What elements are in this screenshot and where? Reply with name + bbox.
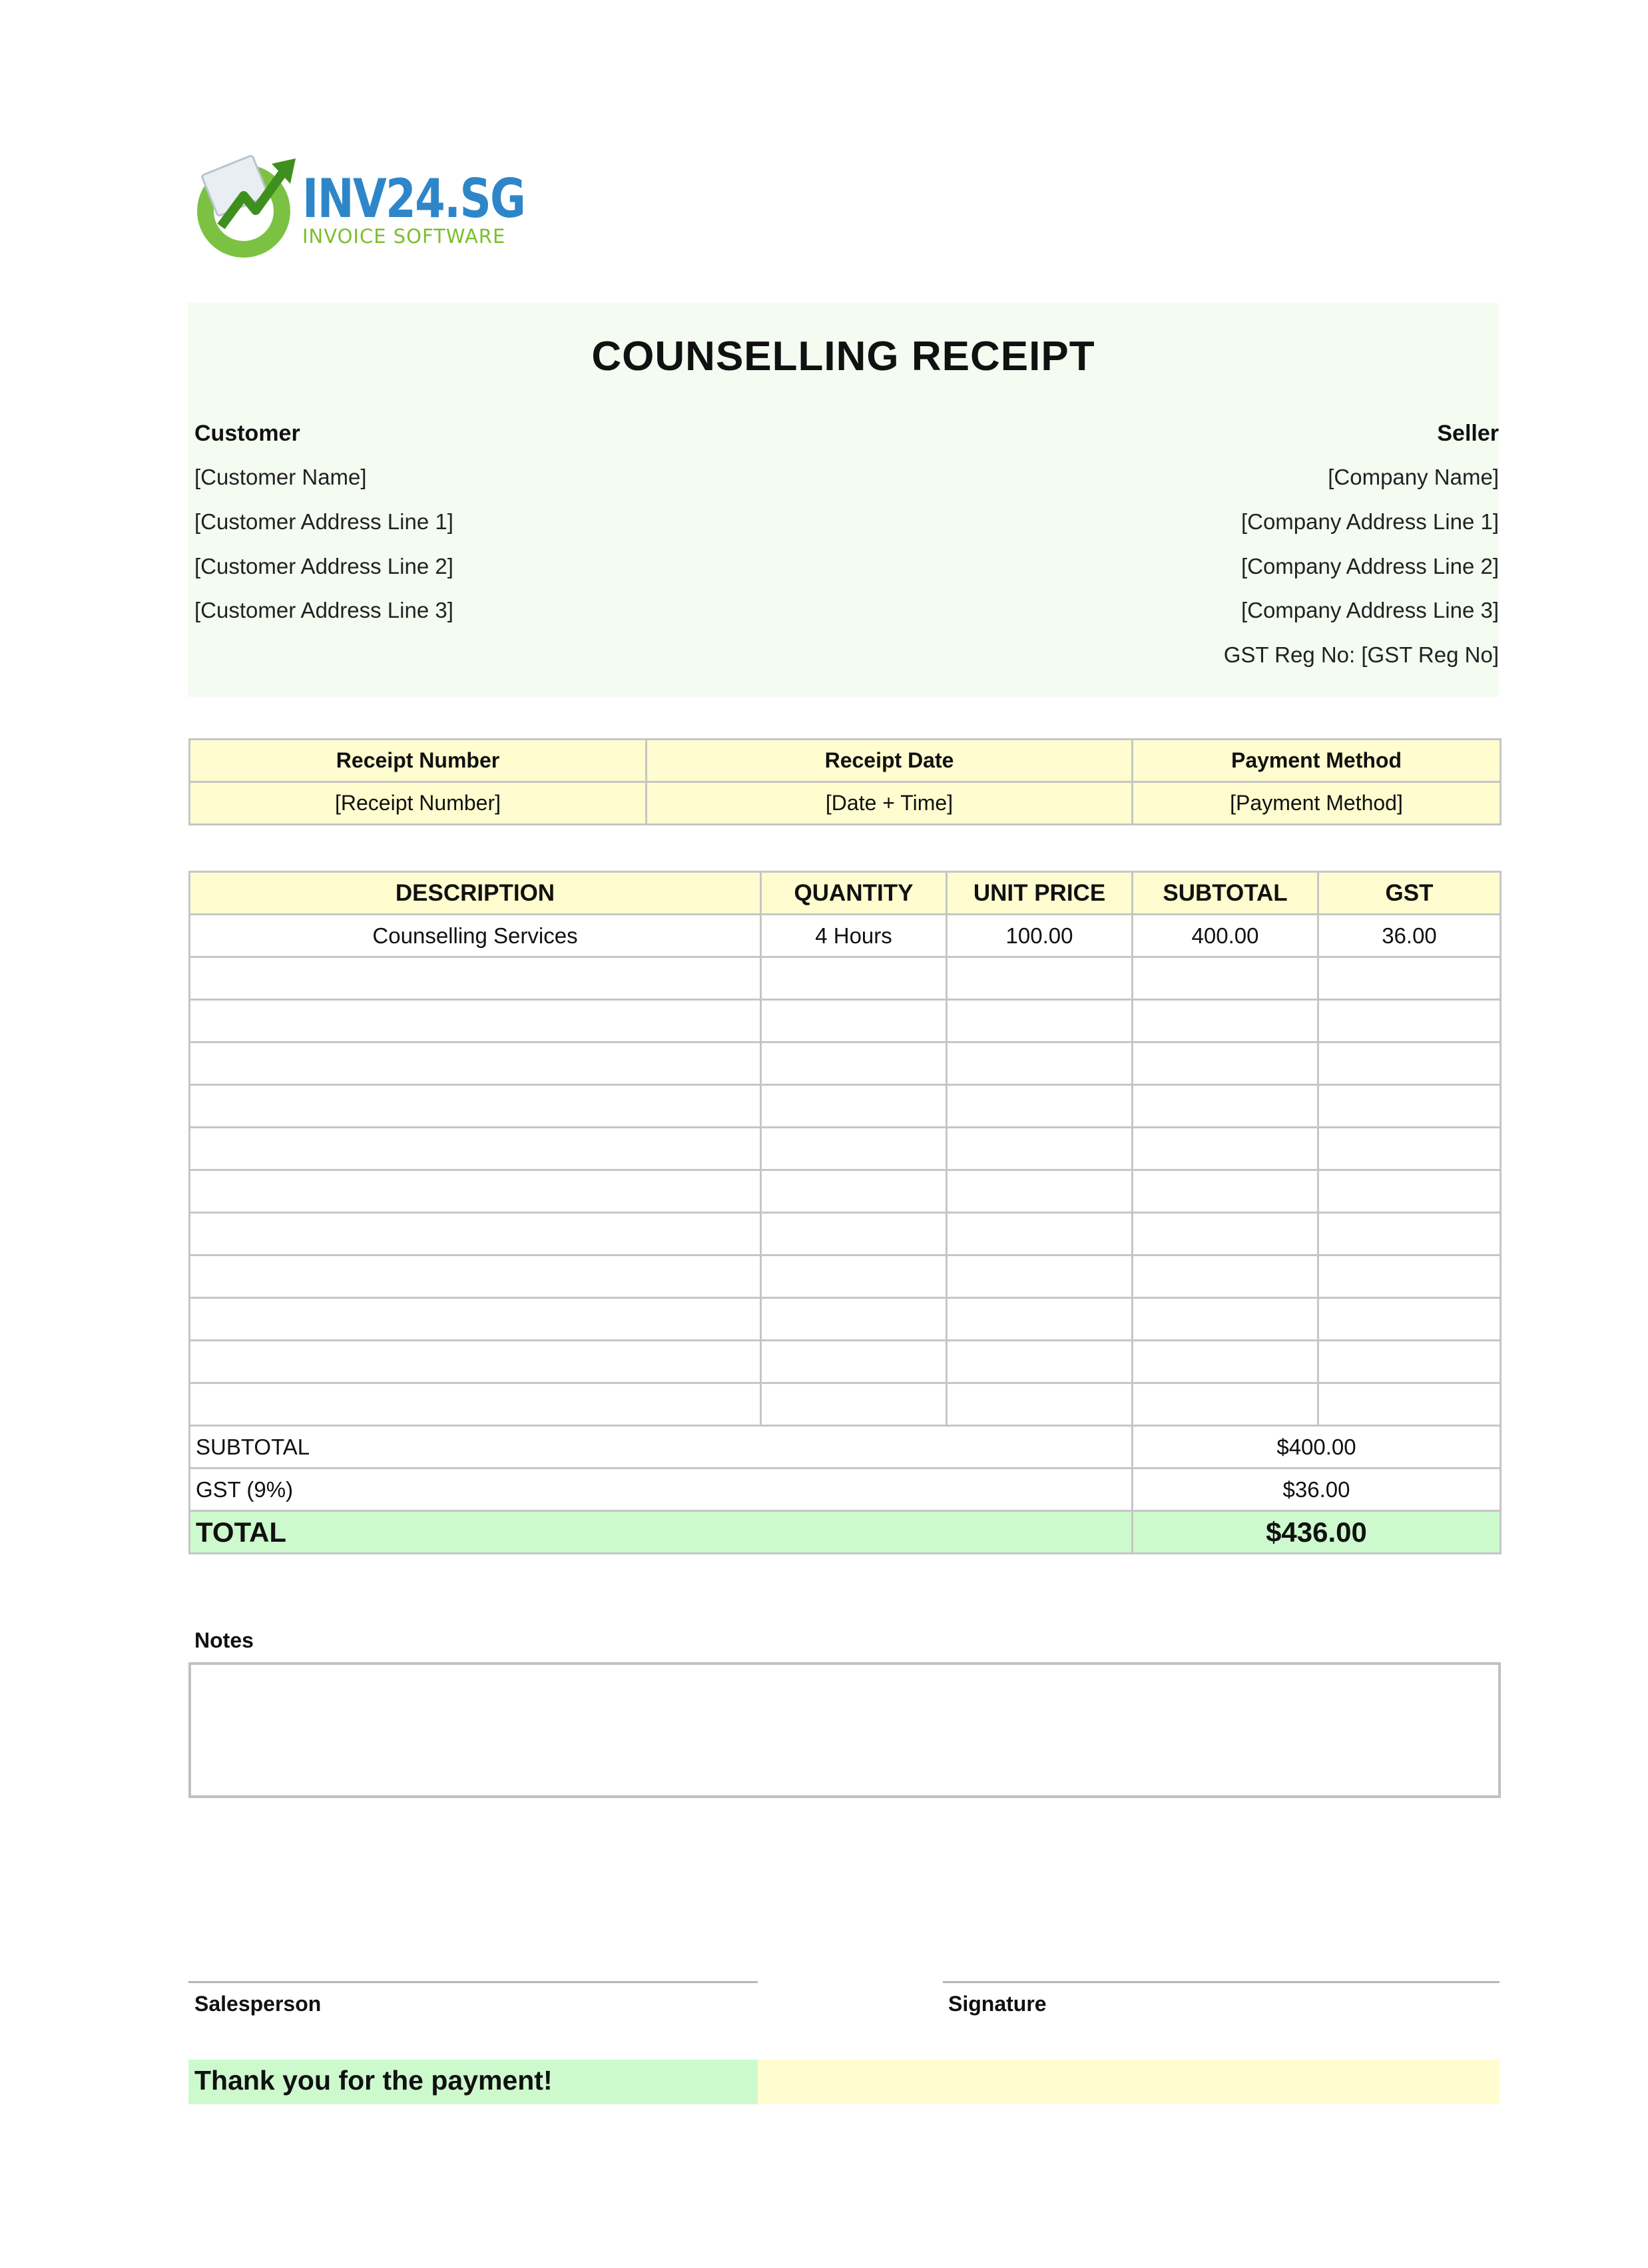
unit-price-cell: [947, 1298, 1133, 1341]
description-header: DESCRIPTION: [190, 872, 761, 915]
items-table: [188, 871, 1502, 1554]
quantity-cell: [761, 1383, 947, 1426]
unit-price-cell: [947, 1042, 1133, 1085]
description-cell: [190, 1383, 761, 1426]
total-row: [190, 1511, 1501, 1554]
gst-cell: [1318, 1170, 1501, 1213]
gst-cell: [1318, 1255, 1501, 1298]
item-row: [190, 1085, 1501, 1128]
subtotal-cell: [1133, 1085, 1318, 1128]
total-value: $436.00: [1133, 1511, 1501, 1554]
thank-you-message: Thank you for the payment!: [194, 2065, 553, 2096]
seller-address-line-1: [Company Address Line 1]: [1240, 509, 1499, 534]
salesperson-line: [188, 1981, 758, 1983]
subtotal-row: [190, 1426, 1501, 1469]
subtotal-label: SUBTOTAL: [190, 1426, 1133, 1469]
description-cell: [190, 1128, 761, 1170]
salesperson-label: Salesperson: [194, 1992, 322, 2016]
unit-price-cell: [947, 1085, 1133, 1128]
item-row: [190, 957, 1501, 1000]
description-cell: [190, 957, 761, 1000]
customer-name: [Customer Name]: [194, 465, 367, 489]
seller-address-line-3: [Company Address Line 3]: [1240, 598, 1499, 622]
quantity-cell: [761, 1170, 947, 1213]
quantity-cell: [761, 1255, 947, 1298]
company-logo: [192, 154, 525, 261]
receipt-number-header: Receipt Number: [190, 740, 647, 782]
gst-cell: 36.00: [1318, 915, 1501, 957]
signature-label: Signature: [948, 1992, 1047, 2016]
items-header-row: [190, 872, 1501, 915]
unit-price-cell: [947, 1383, 1133, 1426]
gst-cell: [1318, 1085, 1501, 1128]
receipt-info-value-row: [190, 782, 1501, 825]
gst-cell: [1318, 1298, 1501, 1341]
gst-label: GST (9%): [190, 1469, 1133, 1511]
subtotal-cell: [1133, 1128, 1318, 1170]
gst-header: GST: [1318, 872, 1501, 915]
unit-price-cell: [947, 1128, 1133, 1170]
description-cell: [190, 1341, 761, 1383]
customer-address-line-1: [Customer Address Line 1]: [194, 509, 453, 534]
receipt-date-header: Receipt Date: [647, 740, 1133, 782]
subtotal-cell: [1133, 1255, 1318, 1298]
signature-line: [943, 1981, 1500, 1983]
description-cell: Counselling Services: [190, 915, 761, 957]
gst-cell: [1318, 1128, 1501, 1170]
gst-row: [190, 1469, 1501, 1511]
customer-address-line-3: [Customer Address Line 3]: [194, 598, 453, 622]
customer-heading: Customer: [194, 421, 300, 446]
gst-cell: [1318, 957, 1501, 1000]
unit-price-cell: [947, 1170, 1133, 1213]
receipt-number-value: [Receipt Number]: [190, 782, 647, 825]
total-label: TOTAL: [190, 1511, 1133, 1554]
description-cell: [190, 1000, 761, 1042]
receipt-info-table: [188, 738, 1502, 825]
quantity-cell: [761, 1085, 947, 1128]
logo-icon: [192, 154, 305, 261]
gst-cell: [1318, 1383, 1501, 1426]
gst-cell: [1318, 1213, 1501, 1255]
subtotal-cell: [1133, 1000, 1318, 1042]
subtotal-cell: [1133, 1213, 1318, 1255]
unit-price-cell: [947, 1213, 1133, 1255]
item-row: [190, 1128, 1501, 1170]
seller-name: [Company Name]: [1328, 465, 1499, 489]
gst-cell: [1318, 1000, 1501, 1042]
payment-method-value: [Payment Method]: [1133, 782, 1501, 825]
unit-price-header: UNIT PRICE: [947, 872, 1133, 915]
item-row: [190, 1042, 1501, 1085]
unit-price-cell: [947, 1255, 1133, 1298]
gst-cell: [1318, 1341, 1501, 1383]
gst-value: $36.00: [1133, 1469, 1501, 1511]
description-cell: [190, 1298, 761, 1341]
logo-wordmark: INV24.SG: [302, 168, 525, 230]
quantity-cell: [761, 1000, 947, 1042]
subtotal-cell: [1133, 1341, 1318, 1383]
description-cell: [190, 1042, 761, 1085]
subtotal-cell: 400.00: [1133, 915, 1318, 957]
item-row: [190, 1383, 1501, 1426]
unit-price-cell: [947, 1000, 1133, 1042]
subtotal-header: SUBTOTAL: [1133, 872, 1318, 915]
quantity-cell: 4 Hours: [761, 915, 947, 957]
subtotal-cell: [1133, 1298, 1318, 1341]
subtotal-cell: [1133, 957, 1318, 1000]
quantity-cell: [761, 957, 947, 1000]
unit-price-cell: 100.00: [947, 915, 1133, 957]
document-title: COUNSELLING RECEIPT: [591, 334, 1095, 379]
quantity-cell: [761, 1298, 947, 1341]
item-row: [190, 1298, 1501, 1341]
description-cell: [190, 1255, 761, 1298]
subtotal-value: $400.00: [1133, 1426, 1501, 1469]
payment-method-header: Payment Method: [1133, 740, 1501, 782]
gst-cell: [1318, 1042, 1501, 1085]
item-row: [190, 1341, 1501, 1383]
quantity-header: QUANTITY: [761, 872, 947, 915]
unit-price-cell: [947, 957, 1133, 1000]
thanks-band-yellow: [758, 2060, 1500, 2104]
item-row: [190, 1170, 1501, 1213]
subtotal-cell: [1133, 1383, 1318, 1426]
receipt-info-header-row: [190, 740, 1501, 782]
quantity-cell: [761, 1341, 947, 1383]
quantity-cell: [761, 1128, 947, 1170]
seller-gst-reg: GST Reg No: [GST Reg No]: [1223, 642, 1499, 667]
item-row: [190, 1213, 1501, 1255]
seller-heading: Seller: [1437, 421, 1499, 446]
item-row: [190, 1000, 1501, 1042]
subtotal-cell: [1133, 1042, 1318, 1085]
item-row: [190, 915, 1501, 957]
logo-tagline: INVOICE SOFTWARE: [302, 225, 506, 248]
notes-label: Notes: [194, 1628, 254, 1652]
item-row: [190, 1255, 1501, 1298]
seller-address-line-2: [Company Address Line 2]: [1240, 554, 1499, 578]
subtotal-cell: [1133, 1170, 1318, 1213]
customer-address-line-2: [Customer Address Line 2]: [194, 554, 453, 578]
quantity-cell: [761, 1042, 947, 1085]
quantity-cell: [761, 1213, 947, 1255]
description-cell: [190, 1213, 761, 1255]
receipt-date-value: [Date + Time]: [647, 782, 1133, 825]
notes-box[interactable]: [188, 1662, 1501, 1798]
description-cell: [190, 1085, 761, 1128]
description-cell: [190, 1170, 761, 1213]
unit-price-cell: [947, 1341, 1133, 1383]
